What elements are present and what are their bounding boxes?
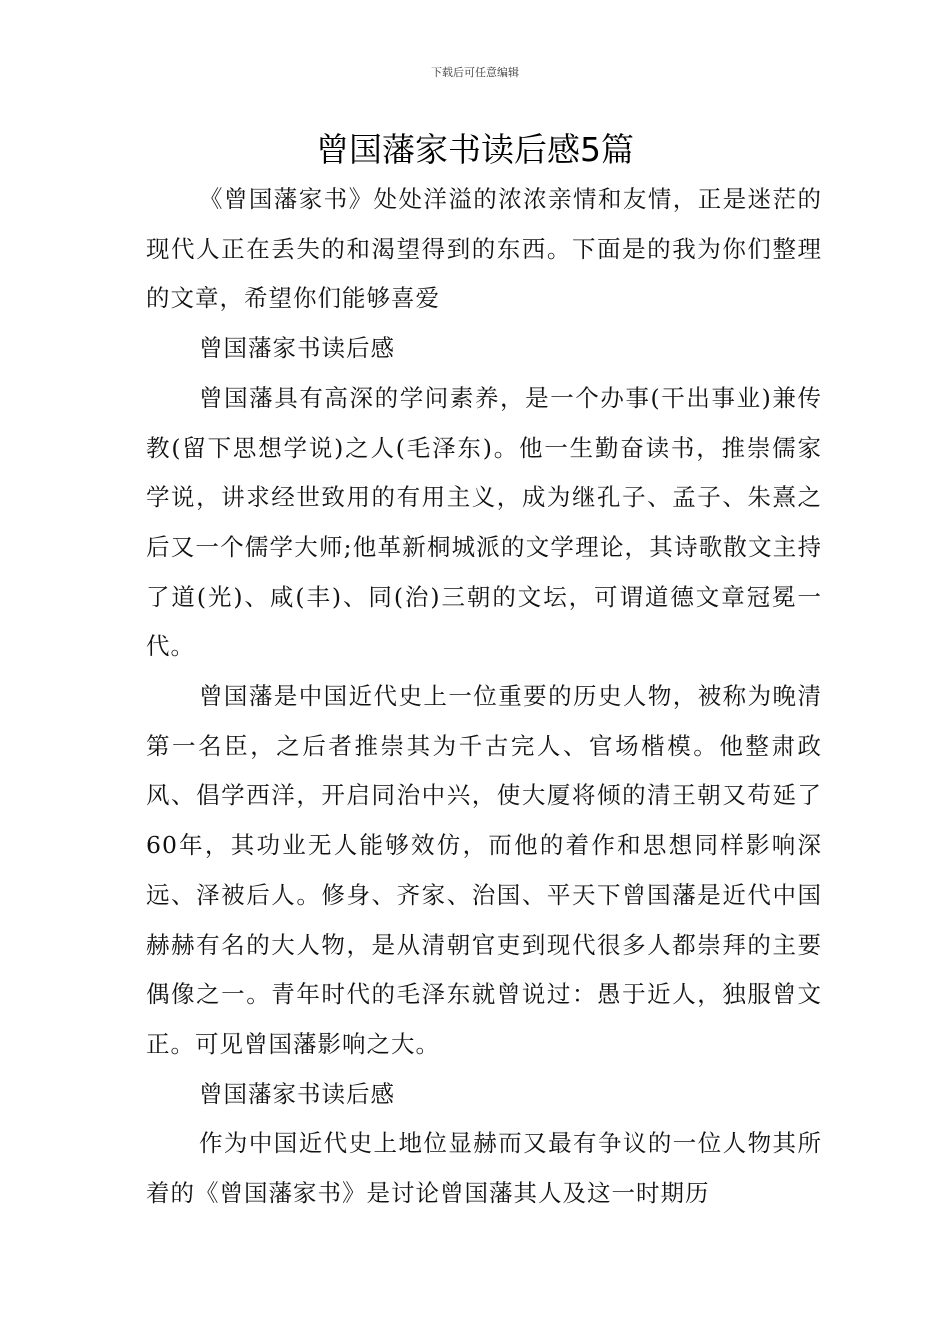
document-title: 曾国藩家书读后感5篇	[316, 130, 634, 169]
section-heading: 曾国藩家书读后感	[199, 334, 395, 363]
intro-paragraph: 《曾国藩家书》处处洋溢的浓浓亲情和友情，正是迷茫的现代人正在丢失的和渴望得到的东西。下面是的我为你们整理的文章，希望你们能够喜爱	[146, 185, 822, 313]
body-paragraph: 作为中国近代史上地位显赫而又最有争议的一位人物其所着的《曾国藩家书》是讨论曾国藩其人及这一时期历	[146, 1129, 822, 1208]
section-heading: 曾国藩家书读后感	[199, 1079, 395, 1108]
document-body	[146, 175, 822, 1219]
header-note: 下载后可任意编辑	[431, 66, 519, 79]
body-paragraph: 曾国藩是中国近代史上一位重要的历史人物，被称为晚清第一名臣，之后者推崇其为千古完人、官场楷模。他整肃政风、倡学西洋，开启同治中兴，使大厦将倾的清王朝又苟延了60年，其功业无人能够效仿，而他的着作和思想同样影响深远、泽被后人。修身、齐家、治国、平天下曾国藩是近代中国赫赫有名的大人物，是从清朝官吏到现代很多人都崇拜的主要偶像之一。青年时代的毛泽东就曾说过：愚于近人，独服曾文正。可见曾国藩影响之大。	[146, 682, 822, 1058]
body-paragraph: 曾国藩具有高深的学问素养，是一个办事(干出事业)兼传教(留下思想学说)之人(毛泽东)。他一生勤奋读书，推崇儒家学说，讲求经世致用的有用主义，成为继孔子、孟子、朱熹之后又一个儒学大师;他革新桐城派的文学理论，其诗歌散文主持了道(光)、咸(丰)、同(治)三朝的文坛，可谓道德文章冠冕一代。	[146, 383, 822, 661]
